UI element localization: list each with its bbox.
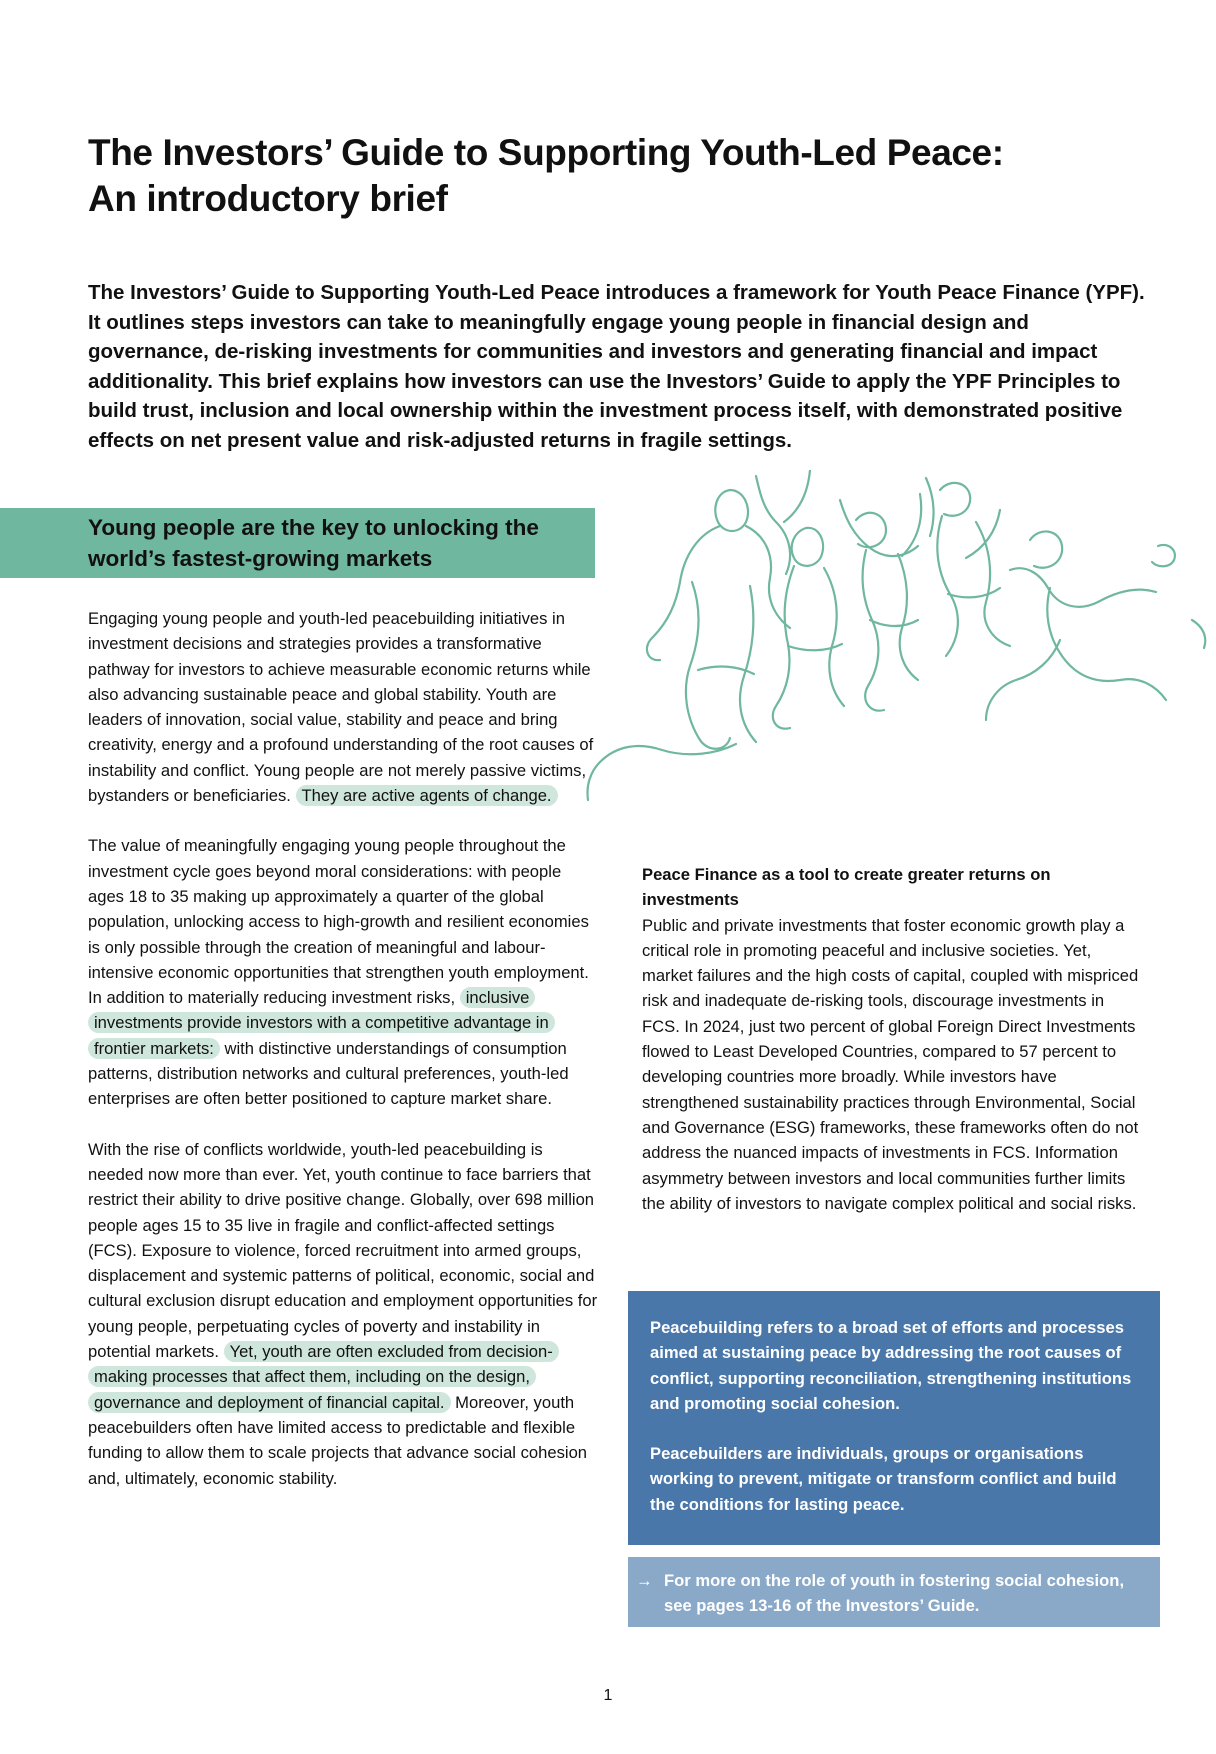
paragraph-3-text-end: Moreover, youth peacebuilders often have limited access to predictable and flexible funding to allow them to scale projects that advance social cohesion and, ultimately, economic stability. — [88, 1392, 588, 1488]
page-number: 1 — [603, 1687, 613, 1704]
left-column — [88, 606, 600, 1516]
section-heading-line-2: world’s fastest-growing markets — [88, 546, 433, 571]
highlight-youth-excluded: Yet, youth are often excluded from decision-making processes that affect them, including on the design, governance and deployment of financial capital. — [88, 1341, 559, 1413]
paragraph-3 — [88, 1137, 600, 1491]
right-column — [642, 862, 1142, 1216]
more-info-text: For more on the role of youth in fostering social cohesion, see pages 13-16 of the Investors’ Guide. — [664, 1571, 1125, 1616]
highlight-competitive-advantage: inclusive investments provide investors with a competitive advantage in frontier markets: — [88, 987, 555, 1059]
paragraph-2-text-start: The value of meaningfully engaging young people throughout the investment cycle goes beyond moral considerations: with people ages 18 to 35 making up approximately a quarter of the global population, unlocking access to high-growth and resilient economies is only possible through the creation of meaningful and labour-intensive economic opportunities that strengthen youth employment. In addition to materially reducing investment risks, — [88, 836, 589, 1008]
section-heading-line-1: Young people are the key to unlocking the — [88, 515, 539, 540]
peace-finance-paragraph: Public and private investments that foster economic growth play a critical role in promoting peaceful and inclusive societies. Yet, market failures and the high costs of capital, coupled with mispriced risk and inadequate de-risking tools, discourage investments in FCS. In 2024, just two percent of global Foreign Direct Investments flowed to Least Developed Countries, compared to 57 percent to developing countries more broadly. While investors have strengthened sustainability practices through Environmental, Social and Governance (ESG) frameworks, these frameworks often do not address the nuanced impacts of investments in FCS. Information asymmetry between investors and local communities further limits the ability of investors to navigate complex political and social risks. — [642, 915, 1139, 1213]
paragraph-3-text-start: With the rise of conflicts worldwide, youth-led peacebuilding is needed now more than ever. Yet, youth continue to face barriers that restrict their ability to drive positive change. Globally, over 698 million people ages 15 to 35 live in fragile and conflict-affected settings (FCS). Exposure to violence, forced recruitment into armed groups, displacement and systemic patterns of political, economic, social and cultural exclusion disrupt education and employment opportunities for young people, perpetuating cycles of poverty and instability in potential markets. — [88, 1139, 598, 1362]
page-title — [88, 130, 1148, 222]
term-peacebuilders: Peacebuilders — [650, 1444, 763, 1464]
definition-peacebuilding — [650, 1315, 1142, 1416]
definition-peacebuilders-text: are individuals, groups or organisations working to prevent, mitigate or transform conflict and build the conditions for lasting peace. — [650, 1444, 1117, 1514]
paragraph-1-text: Engaging young people and youth-led peacebuilding initiatives in investment decisions and strategies provides a transformative pathway for investors to achieve measurable economic returns while also advancing sustainable peace and global stability. Youth are leaders of innovation, social value, stability and peace and bring creativity, energy and a profound understanding of the root causes of instability and conflict. Young people are not merely passive victims, bystanders or beneficiaries. — [88, 609, 594, 806]
title-line-1: The Investors’ Guide to Supporting Youth-Led Peace: — [88, 132, 1004, 173]
section-heading — [88, 512, 595, 574]
title-line-2: An introductory brief — [88, 178, 448, 219]
arrow-right-icon: → — [636, 1571, 653, 1590]
paragraph-2 — [88, 833, 600, 1111]
paragraph-2-text-end: with distinctive understandings of consumption patterns, distribution networks and cultural preferences, youth-led enterprises are often better positioned to capture market share. — [88, 1038, 569, 1109]
paragraph-1 — [88, 606, 600, 808]
definitions-box — [628, 1291, 1160, 1545]
more-info-callout — [628, 1557, 1160, 1627]
peace-finance-heading: Peace Finance as a tool to create greater returns on investments — [642, 865, 1051, 910]
definition-peacebuilders — [650, 1441, 1142, 1517]
highlight-agents-of-change: They are active agents of change. — [296, 785, 558, 806]
jumping-youth-line-art-icon — [580, 470, 1216, 890]
definition-peacebuilding-text: refers to a broad set of efforts and processes aimed at sustaining peace by addressing the root causes of conflict, supporting reconciliation, strengthening institutions and promoting social cohesion. — [650, 1318, 1132, 1413]
intro-paragraph: The Investors’ Guide to Supporting Youth-Led Peace introduces a framework for Youth Peace Finance (YPF). It outlines steps investors can take to meaningfully engage young people in financial design and governance, de-risking investments for communities and investors and generating financial and impact additionality. This brief explains how investors can use the Investors’ Guide to apply the YPF Principles to build trust, inclusion and local ownership within the investment process itself, with demonstrated positive effects on net present value and risk-adjusted returns in fragile settings. — [88, 281, 1145, 452]
term-peacebuilding: Peacebuilding — [650, 1318, 763, 1337]
section-heading-band — [0, 508, 595, 578]
